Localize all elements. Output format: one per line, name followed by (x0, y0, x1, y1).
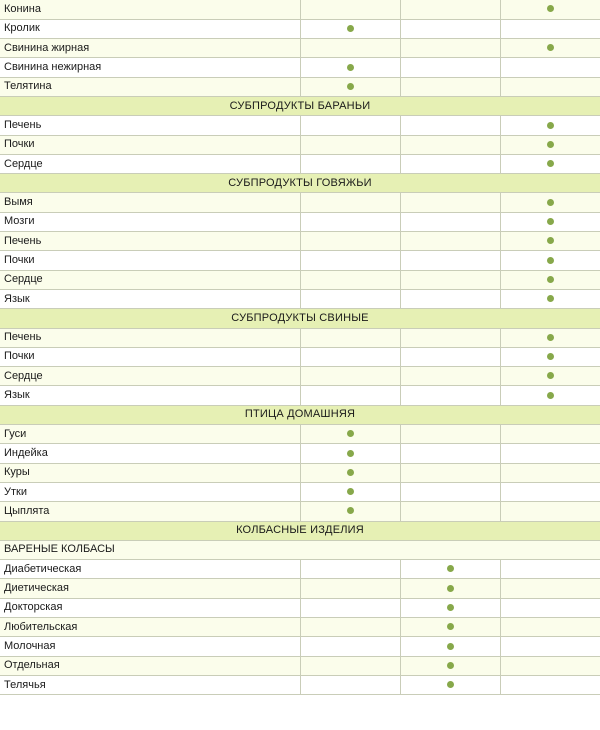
mark-cell-3 (500, 502, 600, 521)
mark-cell-3 (500, 656, 600, 675)
mark-cell-1 (300, 58, 400, 77)
green-dot-icon (347, 450, 354, 457)
item-name: Почки (0, 251, 300, 270)
mark-cell-1 (300, 425, 400, 444)
mark-cell-1 (300, 598, 400, 617)
item-name: Докторская (0, 598, 300, 617)
mark-cell-2 (400, 675, 500, 694)
table-row (0, 212, 600, 231)
item-name: Почки (0, 135, 300, 154)
item-name: Телятина (0, 77, 300, 96)
item-name: Телячья (0, 675, 300, 694)
mark-cell-2 (400, 328, 500, 347)
item-name: Свинина жирная (0, 39, 300, 58)
mark-cell-1 (300, 193, 400, 212)
green-dot-icon (547, 257, 554, 264)
item-name: Печень (0, 116, 300, 135)
table-row (0, 39, 600, 58)
mark-cell-1 (300, 444, 400, 463)
green-dot-icon (447, 604, 454, 611)
mark-cell-1 (300, 19, 400, 38)
mark-cell-3 (500, 193, 600, 212)
mark-cell-3 (500, 328, 600, 347)
mark-cell-3 (500, 482, 600, 501)
mark-cell-3 (500, 0, 600, 19)
table-row (0, 618, 600, 637)
green-dot-icon (547, 199, 554, 206)
mark-cell-3 (500, 386, 600, 405)
mark-cell-2 (400, 560, 500, 579)
mark-cell-2 (400, 425, 500, 444)
subsection-title: ВАРЕНЫЕ КОЛБАСЫ (0, 540, 600, 559)
green-dot-icon (547, 44, 554, 51)
mark-cell-1 (300, 463, 400, 482)
mark-cell-3 (500, 135, 600, 154)
item-name: Язык (0, 386, 300, 405)
mark-cell-3 (500, 212, 600, 231)
item-name: Сердце (0, 367, 300, 386)
mark-cell-3 (500, 579, 600, 598)
mark-cell-2 (400, 598, 500, 617)
table-row (0, 463, 600, 482)
item-name: Индейка (0, 444, 300, 463)
mark-cell-2 (400, 232, 500, 251)
mark-cell-1 (300, 328, 400, 347)
mark-cell-2 (400, 482, 500, 501)
mark-cell-2 (400, 270, 500, 289)
mark-cell-2 (400, 0, 500, 19)
item-name: Почки (0, 347, 300, 366)
mark-cell-2 (400, 386, 500, 405)
item-name: Вымя (0, 193, 300, 212)
green-dot-icon (447, 681, 454, 688)
table-row (0, 386, 600, 405)
table-row (0, 579, 600, 598)
table-row (0, 19, 600, 38)
mark-cell-3 (500, 58, 600, 77)
table-row (0, 328, 600, 347)
mark-cell-1 (300, 251, 400, 270)
mark-cell-1 (300, 0, 400, 19)
mark-cell-1 (300, 135, 400, 154)
mark-cell-2 (400, 39, 500, 58)
mark-cell-1 (300, 637, 400, 656)
mark-cell-3 (500, 618, 600, 637)
table-row (0, 58, 600, 77)
mark-cell-1 (300, 77, 400, 96)
green-dot-icon (547, 122, 554, 129)
mark-cell-3 (500, 77, 600, 96)
table-row (0, 560, 600, 579)
mark-cell-2 (400, 579, 500, 598)
green-dot-icon (547, 276, 554, 283)
green-dot-icon (347, 507, 354, 514)
green-dot-icon (547, 372, 554, 379)
mark-cell-1 (300, 39, 400, 58)
table-row (0, 598, 600, 617)
green-dot-icon (547, 141, 554, 148)
section-header-row (0, 96, 600, 115)
mark-cell-3 (500, 270, 600, 289)
green-dot-icon (347, 488, 354, 495)
mark-cell-2 (400, 116, 500, 135)
item-name: Язык (0, 289, 300, 308)
mark-cell-2 (400, 77, 500, 96)
table-row (0, 637, 600, 656)
green-dot-icon (547, 218, 554, 225)
green-dot-icon (447, 623, 454, 630)
mark-cell-3 (500, 232, 600, 251)
table-row (0, 232, 600, 251)
mark-cell-1 (300, 579, 400, 598)
mark-cell-2 (400, 463, 500, 482)
mark-cell-1 (300, 212, 400, 231)
mark-cell-1 (300, 367, 400, 386)
section-title: КОЛБАСНЫЕ ИЗДЕЛИЯ (0, 521, 600, 540)
table-row (0, 675, 600, 694)
item-name: Диабетическая (0, 560, 300, 579)
mark-cell-3 (500, 637, 600, 656)
mark-cell-3 (500, 463, 600, 482)
mark-cell-1 (300, 560, 400, 579)
table-row (0, 444, 600, 463)
mark-cell-3 (500, 154, 600, 173)
mark-cell-2 (400, 135, 500, 154)
item-name: Отдельная (0, 656, 300, 675)
table-row (0, 289, 600, 308)
mark-cell-1 (300, 482, 400, 501)
green-dot-icon (347, 64, 354, 71)
item-name: Сердце (0, 154, 300, 173)
mark-cell-2 (400, 618, 500, 637)
mark-cell-1 (300, 347, 400, 366)
item-name: Кролик (0, 19, 300, 38)
mark-cell-3 (500, 598, 600, 617)
green-dot-icon (547, 392, 554, 399)
item-name: Молочная (0, 637, 300, 656)
mark-cell-2 (400, 212, 500, 231)
green-dot-icon (447, 643, 454, 650)
section-title: ПТИЦА ДОМАШНЯЯ (0, 405, 600, 424)
section-header-row (0, 309, 600, 328)
green-dot-icon (447, 585, 454, 592)
table-row (0, 656, 600, 675)
mark-cell-1 (300, 386, 400, 405)
mark-cell-3 (500, 19, 600, 38)
mark-cell-2 (400, 58, 500, 77)
green-dot-icon (547, 353, 554, 360)
item-name: Сердце (0, 270, 300, 289)
subsection-header-row (0, 540, 600, 559)
green-dot-icon (347, 430, 354, 437)
mark-cell-2 (400, 367, 500, 386)
mark-cell-3 (500, 289, 600, 308)
table-row (0, 135, 600, 154)
mark-cell-2 (400, 193, 500, 212)
table-row (0, 116, 600, 135)
mark-cell-3 (500, 560, 600, 579)
item-name: Куры (0, 463, 300, 482)
mark-cell-2 (400, 347, 500, 366)
table-row (0, 77, 600, 96)
mark-cell-3 (500, 251, 600, 270)
table-row (0, 0, 600, 19)
mark-cell-1 (300, 154, 400, 173)
item-name: Печень (0, 232, 300, 251)
section-header-row (0, 521, 600, 540)
green-dot-icon (347, 83, 354, 90)
mark-cell-3 (500, 367, 600, 386)
table-row (0, 347, 600, 366)
mark-cell-2 (400, 154, 500, 173)
green-dot-icon (547, 334, 554, 341)
mark-cell-2 (400, 289, 500, 308)
section-header-row (0, 405, 600, 424)
section-title: СУБПРОДУКТЫ БАРАНЬИ (0, 96, 600, 115)
table-row (0, 251, 600, 270)
table-row (0, 482, 600, 501)
mark-cell-1 (300, 675, 400, 694)
mark-cell-1 (300, 502, 400, 521)
item-name: Любительская (0, 618, 300, 637)
item-name: Гуси (0, 425, 300, 444)
mark-cell-3 (500, 116, 600, 135)
table-row (0, 154, 600, 173)
green-dot-icon (347, 469, 354, 476)
mark-cell-3 (500, 347, 600, 366)
mark-cell-1 (300, 232, 400, 251)
table-row (0, 270, 600, 289)
item-name: Мозги (0, 212, 300, 231)
mark-cell-3 (500, 39, 600, 58)
green-dot-icon (547, 5, 554, 12)
item-name: Конина (0, 0, 300, 19)
mark-cell-2 (400, 656, 500, 675)
mark-cell-3 (500, 444, 600, 463)
mark-cell-1 (300, 270, 400, 289)
item-name: Утки (0, 482, 300, 501)
item-name: Диетическая (0, 579, 300, 598)
table-row (0, 425, 600, 444)
green-dot-icon (547, 295, 554, 302)
item-name: Печень (0, 328, 300, 347)
mark-cell-1 (300, 656, 400, 675)
section-title: СУБПРОДУКТЫ СВИНЫЕ (0, 309, 600, 328)
green-dot-icon (347, 25, 354, 32)
mark-cell-2 (400, 637, 500, 656)
mark-cell-1 (300, 289, 400, 308)
mark-cell-3 (500, 675, 600, 694)
item-name: Свинина нежирная (0, 58, 300, 77)
table-row (0, 193, 600, 212)
mark-cell-2 (400, 444, 500, 463)
green-dot-icon (547, 237, 554, 244)
mark-cell-3 (500, 425, 600, 444)
mark-cell-2 (400, 251, 500, 270)
green-dot-icon (447, 565, 454, 572)
table-row (0, 502, 600, 521)
green-dot-icon (547, 160, 554, 167)
table-row (0, 367, 600, 386)
section-title: СУБПРОДУКТЫ ГОВЯЖЬИ (0, 174, 600, 193)
mark-cell-1 (300, 116, 400, 135)
mark-cell-1 (300, 618, 400, 637)
item-name: Цыплята (0, 502, 300, 521)
mark-cell-2 (400, 19, 500, 38)
green-dot-icon (447, 662, 454, 669)
mark-cell-2 (400, 502, 500, 521)
section-header-row (0, 174, 600, 193)
